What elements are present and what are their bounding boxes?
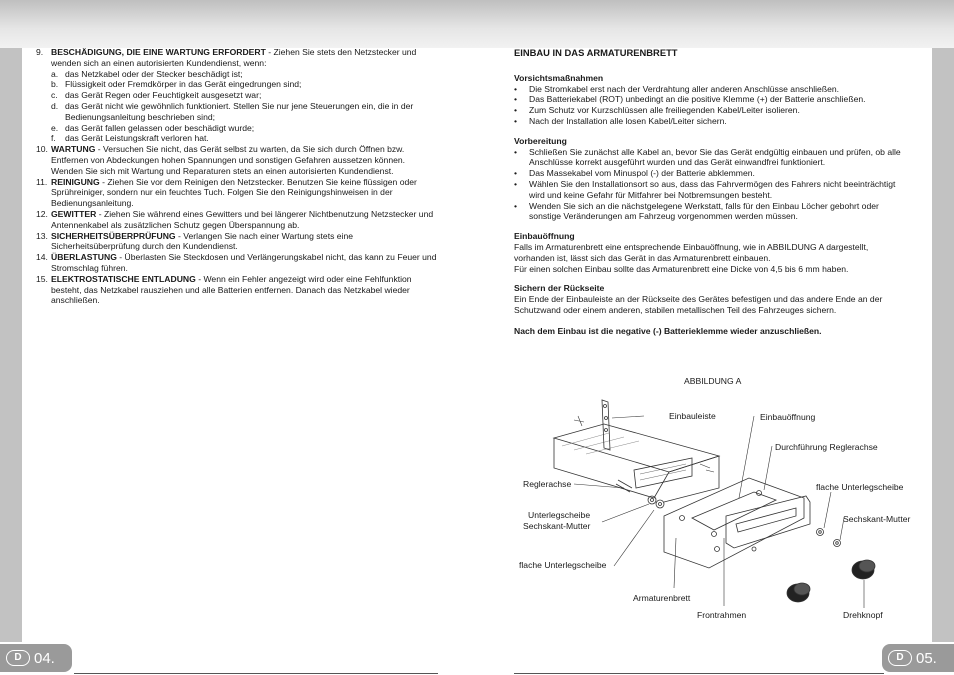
- list-item: 15. ELEKTROSTATISCHE ENTLADUNG - Wenn ein Fehler angezeigt wird oder eine Fehlfunktion besteht, das Netzkabel rausziehen und alle Batterien entfernen. Danach das Netzkabel wieder anschließen.: [36, 273, 412, 306]
- label-sechskant-1: Sechskant-Mutter: [523, 521, 591, 531]
- sub-item: f. das Gerät Leistungskraft verloren hat.: [51, 133, 209, 144]
- radio-left-side: [554, 438, 669, 498]
- subheading: Vorbereitung: [514, 135, 567, 146]
- list-item: 10. WARTUNG - Versuchen Sie nicht, das Gerät selbst zu warten, da Sie sich durch Öffnen bzw. Entfernen von Abdeckungen hohen Spannungen und sonstigen Gefahren aussetzen können. Wenden Sie sich mit Wartung und Reparaturen stets an einen autorisierten Kundendienst.: [36, 144, 406, 176]
- subheading: Sichern der Rückseite: [514, 283, 605, 294]
- bullet-item: • Zum Schutz vor Kurzschlüssen alle freiliegenden Kabel/Leiter isolieren.: [514, 105, 800, 116]
- bullet-item: • Nach der Installation alle losen Kabel/Leiter sichern.: [514, 115, 727, 126]
- list-item: 14. ÜBERLASTUNG - Überlasten Sie Steckdosen und Verlängerungskabel nicht, das kann zu Feuer und Stromschlag führen.: [36, 252, 437, 273]
- label-flache-2: flache Unterlegscheibe: [519, 560, 607, 570]
- radio-top: [554, 424, 719, 472]
- sub-item: a. das Netzkabel oder der Stecker beschädigt ist;: [51, 68, 243, 79]
- diagram-drawing: [514, 388, 914, 628]
- knob-right-icon: [852, 560, 875, 579]
- bullet-item: • Die Stromkabel erst nach der Verdrahtung aller anderen Anschlüsse anschließen.: [514, 83, 840, 94]
- label-einbauoeffnung: Einbauöffnung: [760, 412, 816, 422]
- top-banner: [0, 0, 954, 48]
- page-number-left: D 04.: [0, 644, 72, 672]
- label-durchfuehrung: Durchführung Reglerachse: [775, 442, 878, 452]
- dashboard-panel: [664, 478, 804, 568]
- label-reglerachse: Reglerachse: [523, 479, 572, 489]
- subheading: Einbauöffnung: [514, 231, 575, 242]
- list-item: 12. GEWITTER - Ziehen Sie während eines Gewitters und bei längerer Nichtbenutzung Netzstecker und Antennenkabel als zusätzlichen Schutz gegen Überspannung ab.: [36, 208, 434, 230]
- sub-item: b. Flüssigkeit oder Fremdkörper in das Gerät eingedrungen sind;: [51, 79, 302, 90]
- list-item: 11. REINIGUNG - Ziehen Sie vor dem Reinigen den Netzstecker. Benutzen Sie keine flüssigen oder Sprühreiniger, sondern nur ein feuchtes Tuch. Folgen Sie den Reinigungshinweisen in der Bedienungsanleitung.: [36, 176, 417, 209]
- sub-item: d. das Gerät nicht wie gewöhnlich funktioniert. Stellen Sie nur jene Steuerungen ein, die in der Bedienungsanleitung beschrieben sind;: [51, 100, 414, 122]
- figure-caption: ABBILDUNG A: [684, 376, 742, 386]
- list-item: 13. SICHERHEITSÜBERPRÜFUNG - Verlangen Sie nach einer Wartung stets eine Sicherheitsüberprüfung durch den Kundendienst.: [36, 230, 354, 252]
- safety-instructions-column: [36, 47, 438, 306]
- label-frontrahmen: Frontrahmen: [697, 610, 747, 620]
- right-margin-bar: [932, 48, 954, 642]
- bullet-item: • Das Batteriekabel (ROT) unbedingt an die positive Klemme (+) der Batterie anschließen.: [514, 94, 866, 105]
- language-badge: D: [888, 650, 912, 666]
- paragraph: Ein Ende der Einbauleiste an der Rückseite des Gerätes befestigen und das andere Ende an der Schutzwand oder einem anderen, stabilen metallischen Teil des Fahrzeuges sichern.: [514, 294, 883, 315]
- label-unterlegscheibe: Unterlegscheibe: [528, 510, 591, 520]
- installation-diagram: [514, 388, 914, 628]
- installation-column: [514, 47, 910, 337]
- footer-rule-left: [74, 673, 438, 674]
- label-einbauleiste: Einbauleiste: [669, 411, 716, 421]
- subheading: Vorsichtsmaßnahmen: [514, 72, 604, 83]
- bullet-item: • Das Massekabel vom Minuspol (-) der Batterie abklemmen.: [514, 168, 755, 179]
- footer-rule-right: [514, 673, 884, 674]
- bullet-item: • Wenden Sie sich an die nächstgelegene Werkstatt, falls für den Einbau Löcher gebohrt oder sonstige Veränderungen am Fahrzeug vorgenommen werden müssen.: [514, 200, 879, 222]
- section-title: EINBAU IN DAS ARMATURENBRETT: [514, 47, 678, 58]
- page-number-right: D 05.: [882, 644, 954, 672]
- final-note: Nach dem Einbau ist die negative (-) Batterieklemme wieder anzuschließen.: [514, 325, 822, 336]
- paragraph: Falls im Armaturenbrett eine entsprechende Einbauöffnung, wie in ABBILDUNG A dargestellt, vorhanden ist, lässt sich das Gerät in das Armaturenbrett einbauen.: [514, 241, 869, 263]
- label-flache-1: flache Unterlegscheibe: [816, 482, 904, 492]
- sub-item: c. das Gerät Regen oder Feuchtigkeit ausgesetzt war;: [51, 90, 262, 101]
- label-sechskant-2: Sechskant-Mutter: [843, 514, 911, 524]
- bullet-item: • Schließen Sie zunächst alle Kabel an, bevor Sie das Gerät endgültig einbauen und prüfen, ob alle Anschlüsse korrekt ausgeführt wurden und das Gerät einwandfrei funktioniert.: [514, 146, 901, 168]
- label-drehknopf: Drehknopf: [843, 610, 883, 620]
- sub-item: e. das Gerät fallen gelassen oder beschädigt wurde;: [51, 122, 255, 133]
- language-badge: D: [6, 650, 30, 666]
- paragraph: Für einen solchen Einbau sollte das Armaturenbrett eine Dicke von 4,5 bis 6 mm haben.: [514, 263, 849, 274]
- left-margin-bar: [0, 48, 22, 642]
- list-item: 9. BESCHÄDIGUNG, DIE EINE WARTUNG ERFORDERT - Ziehen Sie stets den Netzstecker und wenden sich an einen autorisierten Kundendienst, wenn:: [36, 47, 417, 68]
- bullet-item: • Wählen Sie den Installationsort so aus, dass das Fahrvermögen des Fahrers nicht beeinträchtigt wird und keine Gefahr für Mitfahrer bei Notbremsungen besteht.: [514, 178, 896, 200]
- knob-left-icon: [787, 583, 810, 602]
- label-armaturenbrett: Armaturenbrett: [633, 593, 691, 603]
